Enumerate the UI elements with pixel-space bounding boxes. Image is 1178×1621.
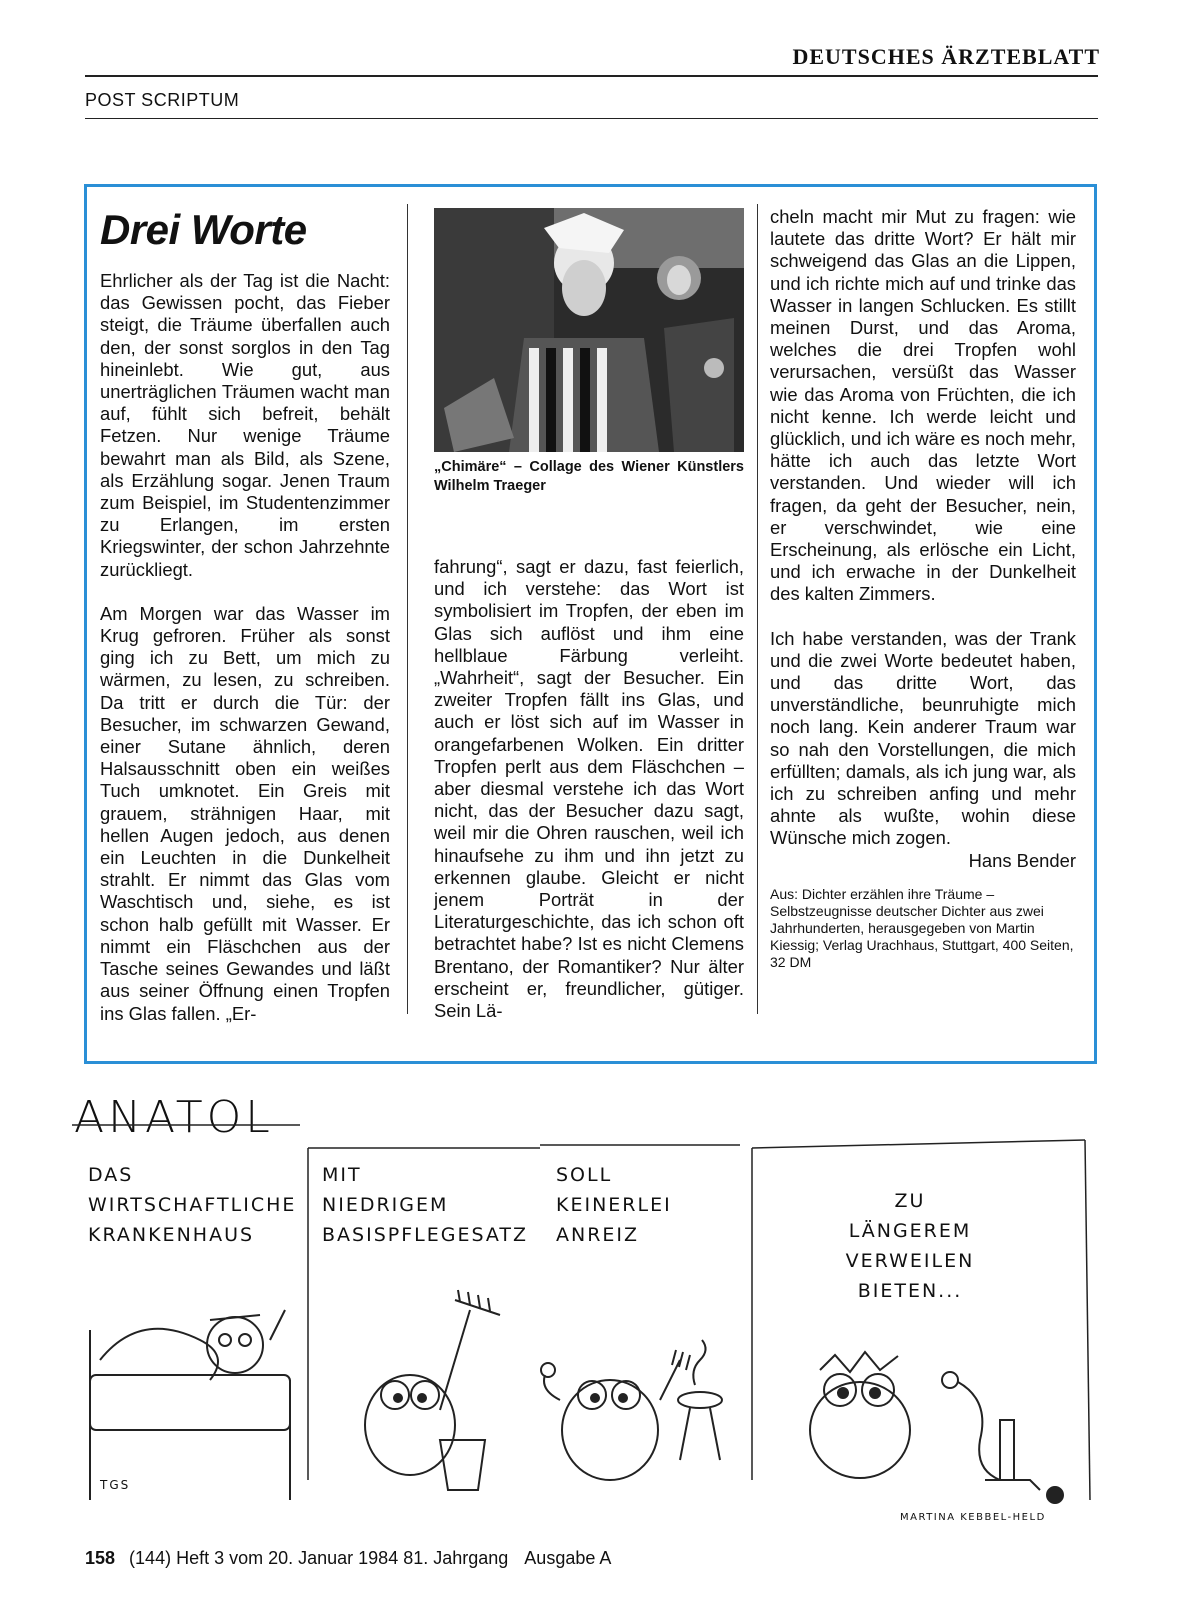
- author-name: Hans Bender: [968, 849, 1076, 871]
- article-paragraph: Am Morgen war das Wasser im Krug gefroren. Früher als sonst ging ich zu Bett, um mich zu wärmen, zu lesen, zu schreiben. Da tritt er durch die Tür: der Besucher, im schwarzen Gewand, einer Sutane ähnlich, deren Halsausschnitt oben ein weißes Tuch umknotet. Ein Greis mit grauem, strähnigen Haar, mit hellen Augen jedoch, aus denen ein Leuchten in die Dunkelheit strahlt. Er nimmt das Glas vom Waschtisch und, siehe, es ist schon halb gefüllt mit Wasser. Er nimmt ein Fläschchen aus der Tasche seines Gewandes und läßt aus seiner Öffnung einen Tropfen ins Glas fallen. „Er-: [100, 602, 390, 1024]
- comic-line: BASISPFLEGESATZ: [322, 1224, 529, 1246]
- article-title: Drei Worte: [100, 206, 307, 253]
- comic-line: DAS: [88, 1164, 134, 1186]
- page-footer: [85, 1548, 611, 1569]
- article-paragraph: cheln macht mir Mut zu fragen: wie lautete das dritte Wort? Er hält mir schweigend das Glas an die Lippen, und ich richte mich auf und trinke das Wasser in langen Schlucken. Es stillt meinen Durst, und das Aroma, welches die drei Tropfen wohl verursachen, versüßt das Wasser wie das Aroma von Früchten, die ich nicht kenne. Ich werde leicht und glücklich, und ich wäre es noch mehr, hätte ich auch das letzte Wort verstanden. Und wieder will ich fragen, da geht der Besucher, nein, er verschwindet, wie eine Erscheinung, als erlösche ein Licht, und ich erwache in der Dunkelheit des kalten Zimmers.: [770, 206, 1076, 605]
- article-paragraph: Ehrlicher als der Tag ist die Nacht: das Gewissen pocht, das Fieber steigt, die Träume überfallen auch den, der sonst sorglos in den Tag hineinlebt. Wie gut, aus unerträglichen Träumen wacht man auf, fühlt sich befreit, behält Fetzen. Nur wenige Träume bewahrt man als Bild, als Szene, als Erzählung sogar. Jenen Traum zum Beispiel, im Studentenzimmer zu Erlangen, im ersten Kriegswinter, der schon Jahrzehnte zurückliegt.: [100, 270, 390, 580]
- comic-panel-2-text: [322, 1160, 528, 1250]
- journal-name: DEUTSCHES ÄRZTEBLATT: [792, 44, 1100, 69]
- comic-line: VERWEILEN: [845, 1250, 975, 1272]
- comic-signature: MARTINA KEBBEL-HELD: [900, 1512, 1046, 1523]
- comic-panel-3-text: [556, 1160, 672, 1250]
- issue-info: (144) Heft 3 vom 20. Januar 1984 81. Jahrgang: [129, 1548, 509, 1568]
- comic-panel-1-mark: TGS: [100, 1478, 131, 1492]
- comic-title: ANATOL: [74, 1092, 274, 1143]
- comic-line: MIT: [322, 1164, 362, 1186]
- source-note: Aus: Dichter erzählen ihre Träume – Selbstzeugnisse deutscher Dichter aus zwei Jahrhunderten, herausgegeben von Martin Kiessig; Verlag Urachhaus, Stuttgart, 400 Seiten, 32 DM: [770, 885, 1074, 970]
- edition-label: Ausgabe A: [524, 1548, 612, 1568]
- section-label: POST SCRIPTUM: [85, 90, 240, 110]
- comic-line: ZU: [894, 1190, 926, 1212]
- comic-line: SOLL: [556, 1164, 613, 1186]
- article-paragraph: fahrung“, sagt er dazu, fast feierlich, und ich verstehe: das Wort ist symbolisiert im Tropfen, der eben im Glas sich auflöst und ihm eine hellblaue Färbung verleiht. „Wahrheit“, sagt der Besucher. Ein zweiter Tropfen fällt ins Glas, und auch er löst sich auf im Wasser in orangefarbenen Wolken. Ein dritter Tropfen perlt aus dem Fläschchen – aber diesmal verstehe ich das Wort nicht, das der Besucher dazu sagt, weil mir die Ohren rauschen, weil ich hinaufsehe zu ihm und ihn jetzt zu erkennen glaube. Gleicht er nicht jenem Porträt in der Literaturgeschichte, das ich schon oft betrachtet habe? Ist es nicht Clemens Brentano, der Romantiker? Nur älter erscheint er, freundlicher, gütiger. Sein Lä-: [434, 556, 744, 1022]
- comic-line: BIETEN...: [857, 1280, 963, 1302]
- comic-panel-4-text: [840, 1186, 980, 1306]
- page-number: 158: [85, 1548, 116, 1568]
- comic-line: ANREIZ: [556, 1224, 640, 1246]
- photo-caption: „Chimäre“ – Collage des Wiener Künstlers Wilhelm Traeger: [434, 459, 744, 494]
- comic-line: KRANKENHAUS: [88, 1224, 255, 1246]
- comic-line: KEINERLEI: [556, 1194, 672, 1216]
- comic-line: NIEDRIGEM: [322, 1194, 449, 1216]
- article-paragraph: Ich habe verstanden, was der Trank und die zwei Worte bedeutet haben, und das dritte Wort, das unverständliche, beunruhigte mich noch lang. Kein anderer Traum war so nah den Vorstellungen, die mich erfüllten; damals, als ich jung war, als ich zu schreiben anfing und mehr ahnte als wußte, wohin diese Wünsche mich zogen.: [770, 627, 1076, 849]
- comic-line: LÄNGEREM: [848, 1220, 972, 1242]
- comic-panel-1-text: [88, 1160, 296, 1250]
- comic-line: WIRTSCHAFTLICHE: [88, 1194, 297, 1216]
